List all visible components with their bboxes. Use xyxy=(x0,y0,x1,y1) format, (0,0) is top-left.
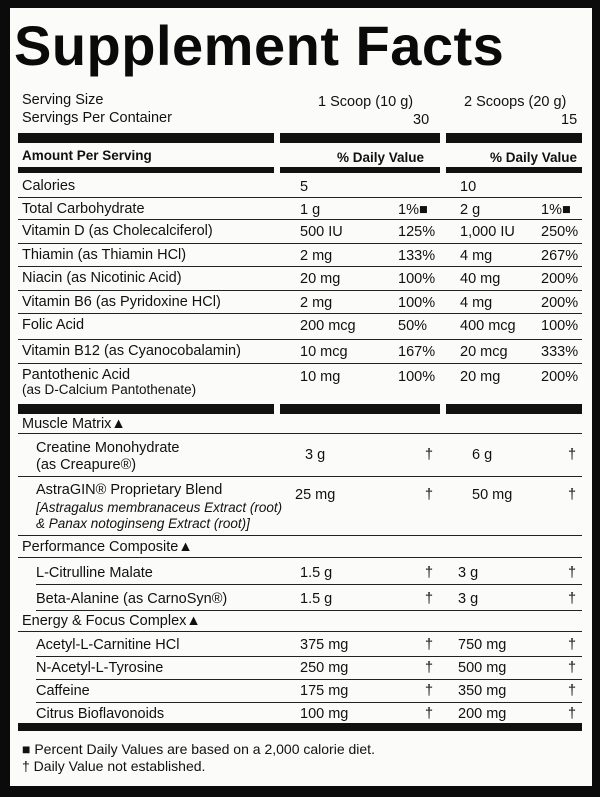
nutrient-dv-col1: 133% xyxy=(398,248,436,264)
astragin-name-line3: & Panax notoginseng Extract (root)] xyxy=(36,516,250,531)
creatine-name: Creatine Monohydrate xyxy=(36,440,180,456)
col2-servings: 15 xyxy=(561,112,578,128)
row-rule xyxy=(36,702,582,703)
nutrient-dv-col2: 200% xyxy=(541,271,579,287)
nutrient-name: Folic Acid xyxy=(22,317,85,333)
row-rule xyxy=(18,339,582,340)
nutrient-amount-col1: 1 g xyxy=(300,202,321,218)
divider-bar xyxy=(280,404,440,414)
ingredient-amount-col2: 350 mg xyxy=(458,683,507,699)
nutrient-dv-col2: 200% xyxy=(541,295,579,311)
row-rule xyxy=(18,197,582,198)
nutrient-amount-col1: 20 mg xyxy=(300,271,341,287)
divider-bar xyxy=(280,133,440,143)
row-rule xyxy=(18,363,582,364)
nutrient-amount-col2: 20 mg xyxy=(460,369,501,385)
nutrient-amount-col2: 10 xyxy=(460,179,477,195)
ingredient-dv-col2: † xyxy=(568,660,577,676)
nutrient-dv-col1: 1%■ xyxy=(398,202,428,218)
creatine-dv2: † xyxy=(568,447,577,463)
row-rule xyxy=(18,535,582,536)
divider-bar xyxy=(446,167,582,173)
divider-bar xyxy=(18,167,274,173)
row-rule xyxy=(36,679,582,680)
nutrient-dv-col2: 200% xyxy=(541,369,579,385)
ingredient-dv-col1: † xyxy=(425,565,434,581)
ingredient-name: Caffeine xyxy=(36,683,90,699)
ingredient-name: Beta-Alanine (as CarnoSyn®) xyxy=(36,591,228,607)
ingredient-dv-col2: † xyxy=(568,637,577,653)
ingredient-amount-col2: 3 g xyxy=(458,591,479,607)
row-rule xyxy=(18,313,582,314)
ingredient-dv-col1: † xyxy=(425,683,434,699)
nutrient-name: Total Carbohydrate xyxy=(22,201,145,217)
ingredient-dv-col1: † xyxy=(425,637,434,653)
creatine-amt2: 6 g xyxy=(472,447,493,463)
nutrient-name: Vitamin B12 (as Cyanocobalamin) xyxy=(22,343,241,359)
ingredient-name: Citrus Bioflavonoids xyxy=(36,706,165,722)
ingredient-amount-col1: 375 mg xyxy=(300,637,349,653)
nutrient-dv-col1: 100% xyxy=(398,295,436,311)
nutrient-dv-col1: 125% xyxy=(398,224,436,240)
nutrient-amount-col1: 2 mg xyxy=(300,248,333,264)
nutrient-amount-col1: 200 mcg xyxy=(300,318,356,334)
row-rule xyxy=(18,290,582,291)
row-rule xyxy=(18,557,582,558)
creatine-name-line2: (as Creapure®) xyxy=(36,457,137,473)
footnote-not-established: † Daily Value not established. xyxy=(22,758,206,774)
nutrient-name: Pantothenic Acid xyxy=(22,367,131,383)
astragin-name: AstraGIN® Proprietary Blend xyxy=(36,482,223,498)
ingredient-dv-col2: † xyxy=(568,683,577,699)
ingredient-amount-col2: 200 mg xyxy=(458,706,507,722)
ingredient-amount-col1: 1.5 g xyxy=(300,591,333,607)
panel-title: Supplement Facts xyxy=(14,14,505,77)
ingredient-dv-col2: † xyxy=(568,706,577,722)
performance-heading: Performance Composite▲ xyxy=(22,539,193,555)
astragin-amt2: 50 mg xyxy=(472,487,513,503)
footnote-daily-values: ■ Percent Daily Values are based on a 2,000 calorie diet. xyxy=(22,741,375,757)
astragin-name-line2: [Astragalus membranaceus Extract (root) xyxy=(36,500,283,515)
nutrient-name: Niacin (as Nicotinic Acid) xyxy=(22,270,182,286)
divider-bar xyxy=(446,133,582,143)
row-rule xyxy=(18,266,582,267)
ingredient-amount-col2: 3 g xyxy=(458,565,479,581)
ingredient-name: N-Acetyl-L-Tyrosine xyxy=(36,660,164,676)
divider-bar xyxy=(18,404,274,414)
servings-per-container-label: Servings Per Container xyxy=(22,110,172,126)
row-rule xyxy=(18,476,582,477)
nutrient-amount-col2: 4 mg xyxy=(460,248,493,264)
ingredient-amount-col1: 175 mg xyxy=(300,683,349,699)
nutrient-dv-col1: 100% xyxy=(398,369,436,385)
ingredient-dv-col1: † xyxy=(425,591,434,607)
creatine-amt1: 3 g xyxy=(305,447,326,463)
nutrient-amount-col2: 400 mcg xyxy=(460,318,516,334)
astragin-dv2: † xyxy=(568,487,577,503)
serving-size-label: Serving Size xyxy=(22,92,104,108)
row-rule xyxy=(18,631,582,632)
dv-header-col1: % Daily Value xyxy=(337,150,425,165)
nutrient-dv-col2: 1%■ xyxy=(541,202,571,218)
nutrient-dv-col1: 50% xyxy=(398,318,428,334)
ingredient-name: L-Citrulline Malate xyxy=(36,565,153,581)
nutrient-dv-col1: 100% xyxy=(398,271,436,287)
astragin-dv1: † xyxy=(425,487,434,503)
row-rule xyxy=(36,610,582,611)
amount-per-serving-header: Amount Per Serving xyxy=(22,148,152,163)
col2-serving-size: 2 Scoops (20 g) xyxy=(464,94,567,110)
nutrient-dv-col2: 250% xyxy=(541,224,579,240)
divider-bar xyxy=(18,723,582,731)
nutrient-amount-col2: 40 mg xyxy=(460,271,501,287)
nutrient-amount-col1: 2 mg xyxy=(300,295,333,311)
row-rule xyxy=(18,219,582,220)
nutrient-name: Calories xyxy=(22,178,76,194)
creatine-dv1: † xyxy=(425,447,434,463)
ingredient-dv-col1: † xyxy=(425,706,434,722)
col1-serving-size: 1 Scoop (10 g) xyxy=(318,94,414,110)
col1-servings: 30 xyxy=(413,112,430,128)
nutrient-name: Vitamin D (as Cholecalciferol) xyxy=(22,223,213,239)
muscle-matrix-heading: Muscle Matrix▲ xyxy=(22,416,126,432)
ingredient-name: Acetyl-L-Carnitine HCl xyxy=(36,637,180,653)
divider-bar xyxy=(280,167,440,173)
nutrient-amount-col2: 1,000 IU xyxy=(460,224,515,240)
nutrient-name-line2: (as D-Calcium Pantothenate) xyxy=(22,382,197,397)
nutrient-amount-col2: 4 mg xyxy=(460,295,493,311)
nutrient-amount-col1: 10 mg xyxy=(300,369,341,385)
nutrient-name: Vitamin B6 (as Pyridoxine HCl) xyxy=(22,294,221,310)
ingredient-amount-col1: 100 mg xyxy=(300,706,349,722)
row-rule xyxy=(36,584,582,585)
divider-bar xyxy=(18,133,274,143)
row-rule xyxy=(36,656,582,657)
nutrient-dv-col2: 333% xyxy=(541,344,579,360)
nutrient-amount-col2: 2 g xyxy=(460,202,481,218)
nutrient-dv-col2: 100% xyxy=(541,318,579,334)
divider-bar xyxy=(446,404,582,414)
nutrient-amount-col1: 5 xyxy=(300,179,309,195)
ingredient-dv-col1: † xyxy=(425,660,434,676)
ingredient-amount-col1: 1.5 g xyxy=(300,565,333,581)
nutrient-amount-col2: 20 mcg xyxy=(460,344,508,360)
dv-header-col2: % Daily Value xyxy=(490,150,578,165)
ingredient-dv-col2: † xyxy=(568,591,577,607)
nutrient-amount-col1: 10 mcg xyxy=(300,344,348,360)
nutrient-dv-col1: 167% xyxy=(398,344,436,360)
ingredient-amount-col2: 500 mg xyxy=(458,660,507,676)
astragin-amt1: 25 mg xyxy=(295,487,336,503)
row-rule xyxy=(18,433,582,434)
ingredient-amount-col1: 250 mg xyxy=(300,660,349,676)
energy-heading: Energy & Focus Complex▲ xyxy=(22,613,201,629)
nutrient-dv-col2: 267% xyxy=(541,248,579,264)
ingredient-dv-col2: † xyxy=(568,565,577,581)
nutrient-amount-col1: 500 IU xyxy=(300,224,343,240)
ingredient-amount-col2: 750 mg xyxy=(458,637,507,653)
row-rule xyxy=(18,243,582,244)
nutrient-name: Thiamin (as Thiamin HCl) xyxy=(22,247,187,263)
